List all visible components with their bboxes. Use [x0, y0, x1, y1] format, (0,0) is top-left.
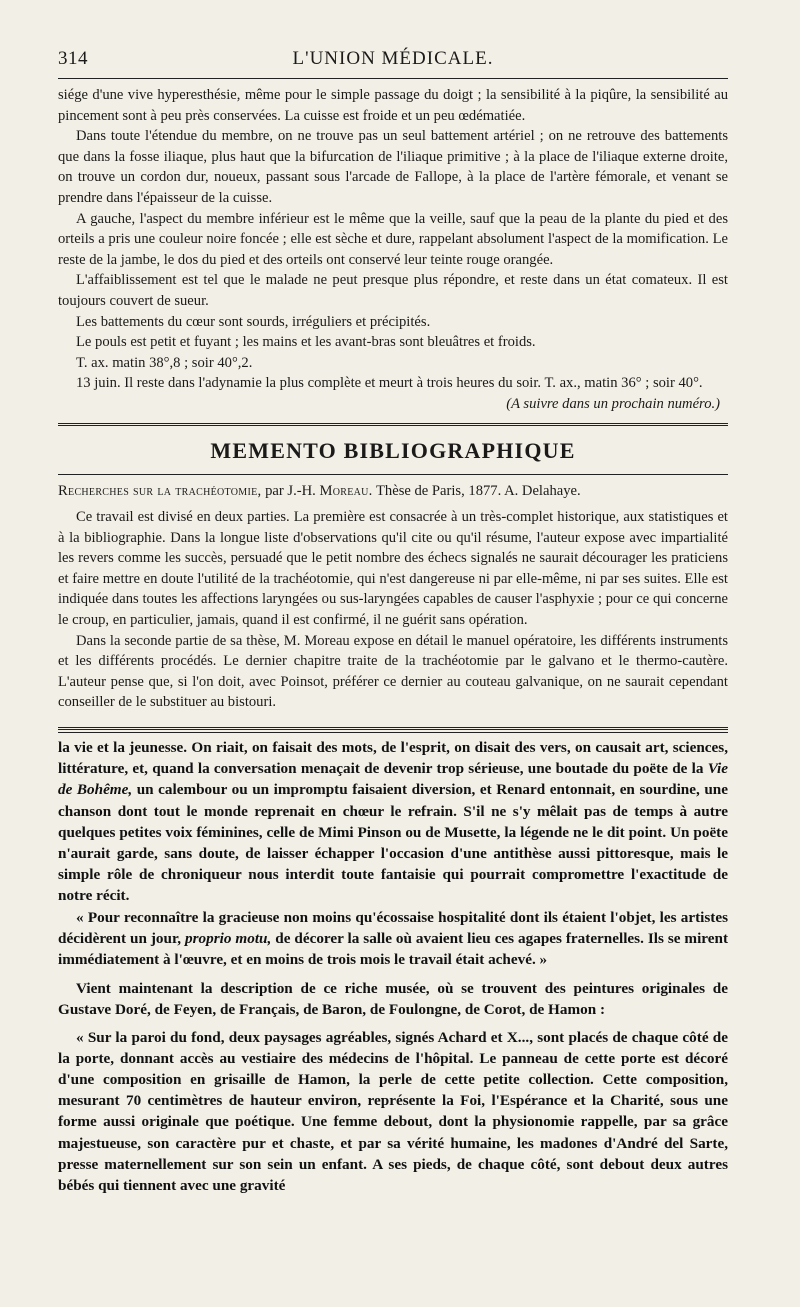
memento-section: [58, 438, 728, 714]
reference-details: Thèse de Paris, 1877. A. Delahaye.: [376, 482, 581, 499]
paragraph: L'affaiblissement est tel que le malade ne peut presque plus répondre, et reste dans un état comateux. Il est toujours couvert de sueur.: [58, 272, 728, 309]
paragraph: [58, 737, 728, 907]
section-divider: [58, 727, 728, 730]
header-rule: [58, 78, 728, 79]
section-divider-thin: [58, 732, 728, 733]
page-number: 314: [58, 48, 88, 69]
text-run: un calembour ou un impromptu faisaient diversion, et Renard entonnait, en sourdine, une chanson dont tout le monde reprenait en chœur le refrain. S'il ne s'y mêlait pas de temps à autre quelques petites voix féminines, celle de Mimi Pinson ou de Musette, la légende ne le dit point. Un poëte n'aurait garde, sans doute, de laisser échapper l'occasion d'une antithèse aussi pittoresque, mais le simple rôle de chroniqueur nous interdit toute fantaisie qui pourrait compromettre l'exactitude de notre récit.: [58, 781, 728, 905]
paragraph: Vient maintenant la description de ce riche musée, où se trouvent des peintures originales de Gustave Doré, de Feyen, de Français, de Baron, de Foulongne, de Corot, de Hamon :: [58, 980, 728, 1019]
paragraph: 13 juin. Il reste dans l'adynamie la plus complète et meurt à trois heures du soir. T. ax., matin 36° ; soir 40°.: [76, 375, 703, 392]
paragraph: Dans la seconde partie de sa thèse, M. Moreau expose en détail le manuel opératoire, les différents instruments et les différents procédés. Le dernier chapitre traite de la trachéotomie par le galvano et le thermo-cautère. L'auteur pense que, si l'on doit, avec Poinsot, préférer ce dernier au couteau galvanique, on ne saurait cependant conseiller de le substituer au bistouri.: [58, 632, 728, 711]
reference-author-prefix: par J.-H.: [265, 482, 316, 499]
running-title: L'UNION MÉDICALE.: [292, 48, 494, 69]
title-rule: [58, 474, 728, 475]
section-title: MEMENTO BIBLIOGRAPHIQUE: [210, 437, 576, 463]
paragraph: Ce travail est divisé en deux parties. La première est consacrée à un très-complet historique, aux statistiques et à la bibliographie. Dans la longue liste d'observations qu'il cite ou qu'il résume, l'auteur expose avec impartialité les revers comme les succès, persuadé que le petit nombre des échecs signalés ne saurait décourager les praticiens et faire mettre en doute l'utilité de la trachéotomie, qui n'est dangereuse ni par elle-même, ni par ses suites. Elle est indiquée dans toutes les affections laryngées ou sus-laryngées capables de causer l'asphyxie ; pour ce qui concerne le croup, en particulier, jamais, quand il est confirmé, il ne guérit sans opération.: [58, 509, 728, 629]
text-run: « Pour reconnaître la gracieuse non moins qu'écossaise hospitalité dont ils étaient l'objet, les artistes décidèrent un jour,: [58, 908, 728, 947]
paragraph: [58, 907, 728, 971]
paragraph: Dans toute l'étendue du membre, on ne trouve pas un seul battement artériel ; on ne retrouve des battements que dans la fosse iliaque, plus haut que la bifurcation de l'iliaque primitive ; à la place de l'iliaque externe droite, on trouve un cordon dur, noueux, passant sous l'arcade de Fallope, à la place de l'artère fémorale, et venant se prendre dans l'épaisseur de la cuisse.: [58, 128, 728, 206]
case-report-section: [58, 85, 728, 415]
text-run: de décorer la salle où avaient lieu ces agapes fraternelles. Ils se mirent immédiatement à l'œuvre, et en moins de trois mois le travail était achevé. »: [58, 929, 728, 969]
paragraph: A gauche, l'aspect du membre inférieur est le même que la veille, sauf que la peau de la plante du pied et des orteils a pris une couleur noire foncée ; elle est sèche et dure, rappelant absolument l'aspect de la momification. Le reste de la jambe, le dos du pied et des orteils ont conservé leur teinte rouge orangée.: [58, 210, 728, 268]
journal-page: [58, 44, 728, 1196]
paragraph: « Sur la paroi du fond, deux paysages agréables, signés Achard et X..., sont placés de chaque côté de la porte, donnant accès au vestiaire des médecins de l'hôpital. Le panneau de cette porte est décoré d'une composition en grisaille de Hamon, la perle de cette petite collection. Cette composition, mesurant 70 centimètres de hauteur environ, représente la Foi, l'Espérance et la Charité, sous une forme aussi originale que poétique. Une femme debout, dont la physionomie rappelle, par sa grâce majestueuse, son caractère pur et chaste, et par sa vérité humaine, les madones d'André del Sarte, presse maternellement sur son sein un enfant. A ses pieds, de chaque côté, sont debout deux autres bébés qui tiennent avec une gravité: [58, 1028, 728, 1195]
italic-phrase: proprio motu,: [185, 929, 272, 947]
italic-title: Vie de Bohême,: [58, 760, 728, 799]
paragraph: Le pouls est petit et fuyant ; les mains et les avant-bras sont bleuâtres et froids.: [76, 334, 536, 351]
continued-note: (A suivre dans un prochain numéro.): [506, 395, 720, 412]
section-divider: [58, 423, 728, 426]
reference-author: Moreau.: [319, 482, 373, 499]
reference-title: Recherches sur la trachéotomie,: [58, 482, 262, 499]
paragraph: T. ax. matin 38°,8 ; soir 40°,2.: [76, 354, 253, 371]
feuilleton-section: [58, 737, 728, 1196]
bibliographic-reference: [58, 481, 728, 502]
text-run: la vie et la jeunesse. On riait, on faisait des mots, de l'esprit, on disait des vers, on causait art, sciences, littérature, et, quand la conversation menaçait de devenir trop sérieuse, une boutade du poëte de la: [58, 739, 728, 778]
page-header: [58, 44, 728, 78]
paragraph: siége d'une vive hyperesthésie, même pour le simple passage du doigt ; la sensibilité à la piqûre, la sensibilité au pincement sont à peu près conservées. La cuisse est froide et un peu œdématiée.: [58, 87, 728, 124]
paragraph: Les battements du cœur sont sourds, irréguliers et précipités.: [76, 313, 431, 330]
